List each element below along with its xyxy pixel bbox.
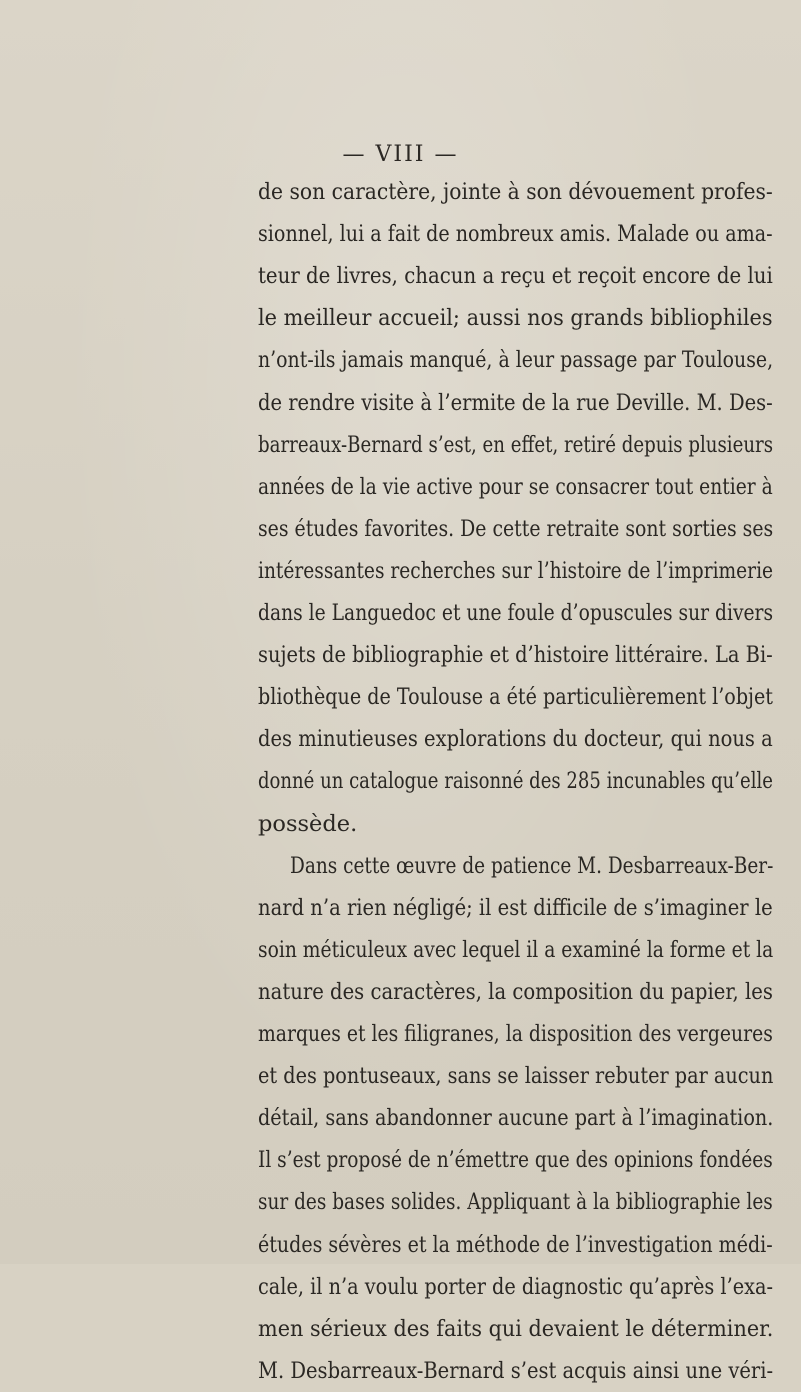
text-line: et des pontuseaux, sans se laisser rebuter par aucun	[258, 1063, 774, 1090]
text-line: donné un catalogue raisonné des 285 incunables qu’elle	[258, 768, 773, 795]
text-line: intéressantes recherches sur l’histoire de l’imprimerie	[258, 557, 774, 584]
text-line: bliothèque de Toulouse a été particulièrement l’objet	[258, 684, 773, 711]
text-line: marques et les filigranes, la disposition des vergeures	[258, 1021, 773, 1047]
text-line: sionnel, lui a fait de nombreux amis. Malade ou ama-	[258, 221, 773, 248]
text-line: des minutieuses explorations du docteur, qui nous a	[258, 726, 773, 753]
text-line: sujets de bibliographie et d’histoire littéraire. La Bi-	[258, 642, 773, 669]
text-line: Dans cette œuvre de patience M. Desbarreaux-Ber-	[290, 852, 774, 879]
text-line: études sévères et la méthode de l’investigation médi-	[258, 1231, 773, 1258]
text-line: années de la vie active pour se consacrer tout entier à	[258, 473, 773, 500]
text-line: men sérieux des faits qui devaient le déterminer.	[258, 1315, 774, 1342]
text-line: soin méticuleux avec lequel il a examiné la forme et la	[258, 936, 774, 963]
text-line: le meilleur accueil; aussi nos grands bibliophiles	[258, 305, 773, 332]
text-line: sur des bases solides. Appliquant à la bibliographie les	[258, 1189, 773, 1216]
text-line: cale, il n’a voulu porter de diagnostic qu’après l’exa-	[258, 1273, 774, 1300]
text-line: ses études favorites. De cette retraite sont sorties ses	[258, 515, 774, 542]
page-number-header: — VIII —	[342, 142, 459, 167]
text-line: teur de livres, chacun a reçu et reçoit encore de lui	[258, 263, 773, 290]
text-line: dans le Languedoc et une foule d’opuscules sur divers	[258, 600, 774, 626]
text-line: détail, sans abandonner aucune part à l’imagination.	[258, 1105, 774, 1132]
text-line: possède.	[258, 810, 358, 837]
text-line: nature des caractères, la composition du papier, les	[258, 978, 773, 1005]
text-line: de son caractère, jointe à son dévouement profes-	[258, 179, 773, 205]
text-line: de rendre visite à l’ermite de la rue Deville. M. Des-	[258, 389, 773, 416]
text-line: nard n’a rien négligé; il est difficile de s’imaginer le	[258, 894, 773, 921]
text-line: M. Desbarreaux-Bernard s’est acquis ainsi une véri-	[258, 1357, 774, 1384]
text-line: n’ont-ils jamais manqué, à leur passage par Toulouse,	[258, 347, 774, 374]
text-line: barreaux-Bernard s’est, en effet, retiré depuis plusieurs	[258, 431, 774, 458]
text-line: Il s’est proposé de n’émettre que des opinions fondées	[258, 1147, 773, 1174]
